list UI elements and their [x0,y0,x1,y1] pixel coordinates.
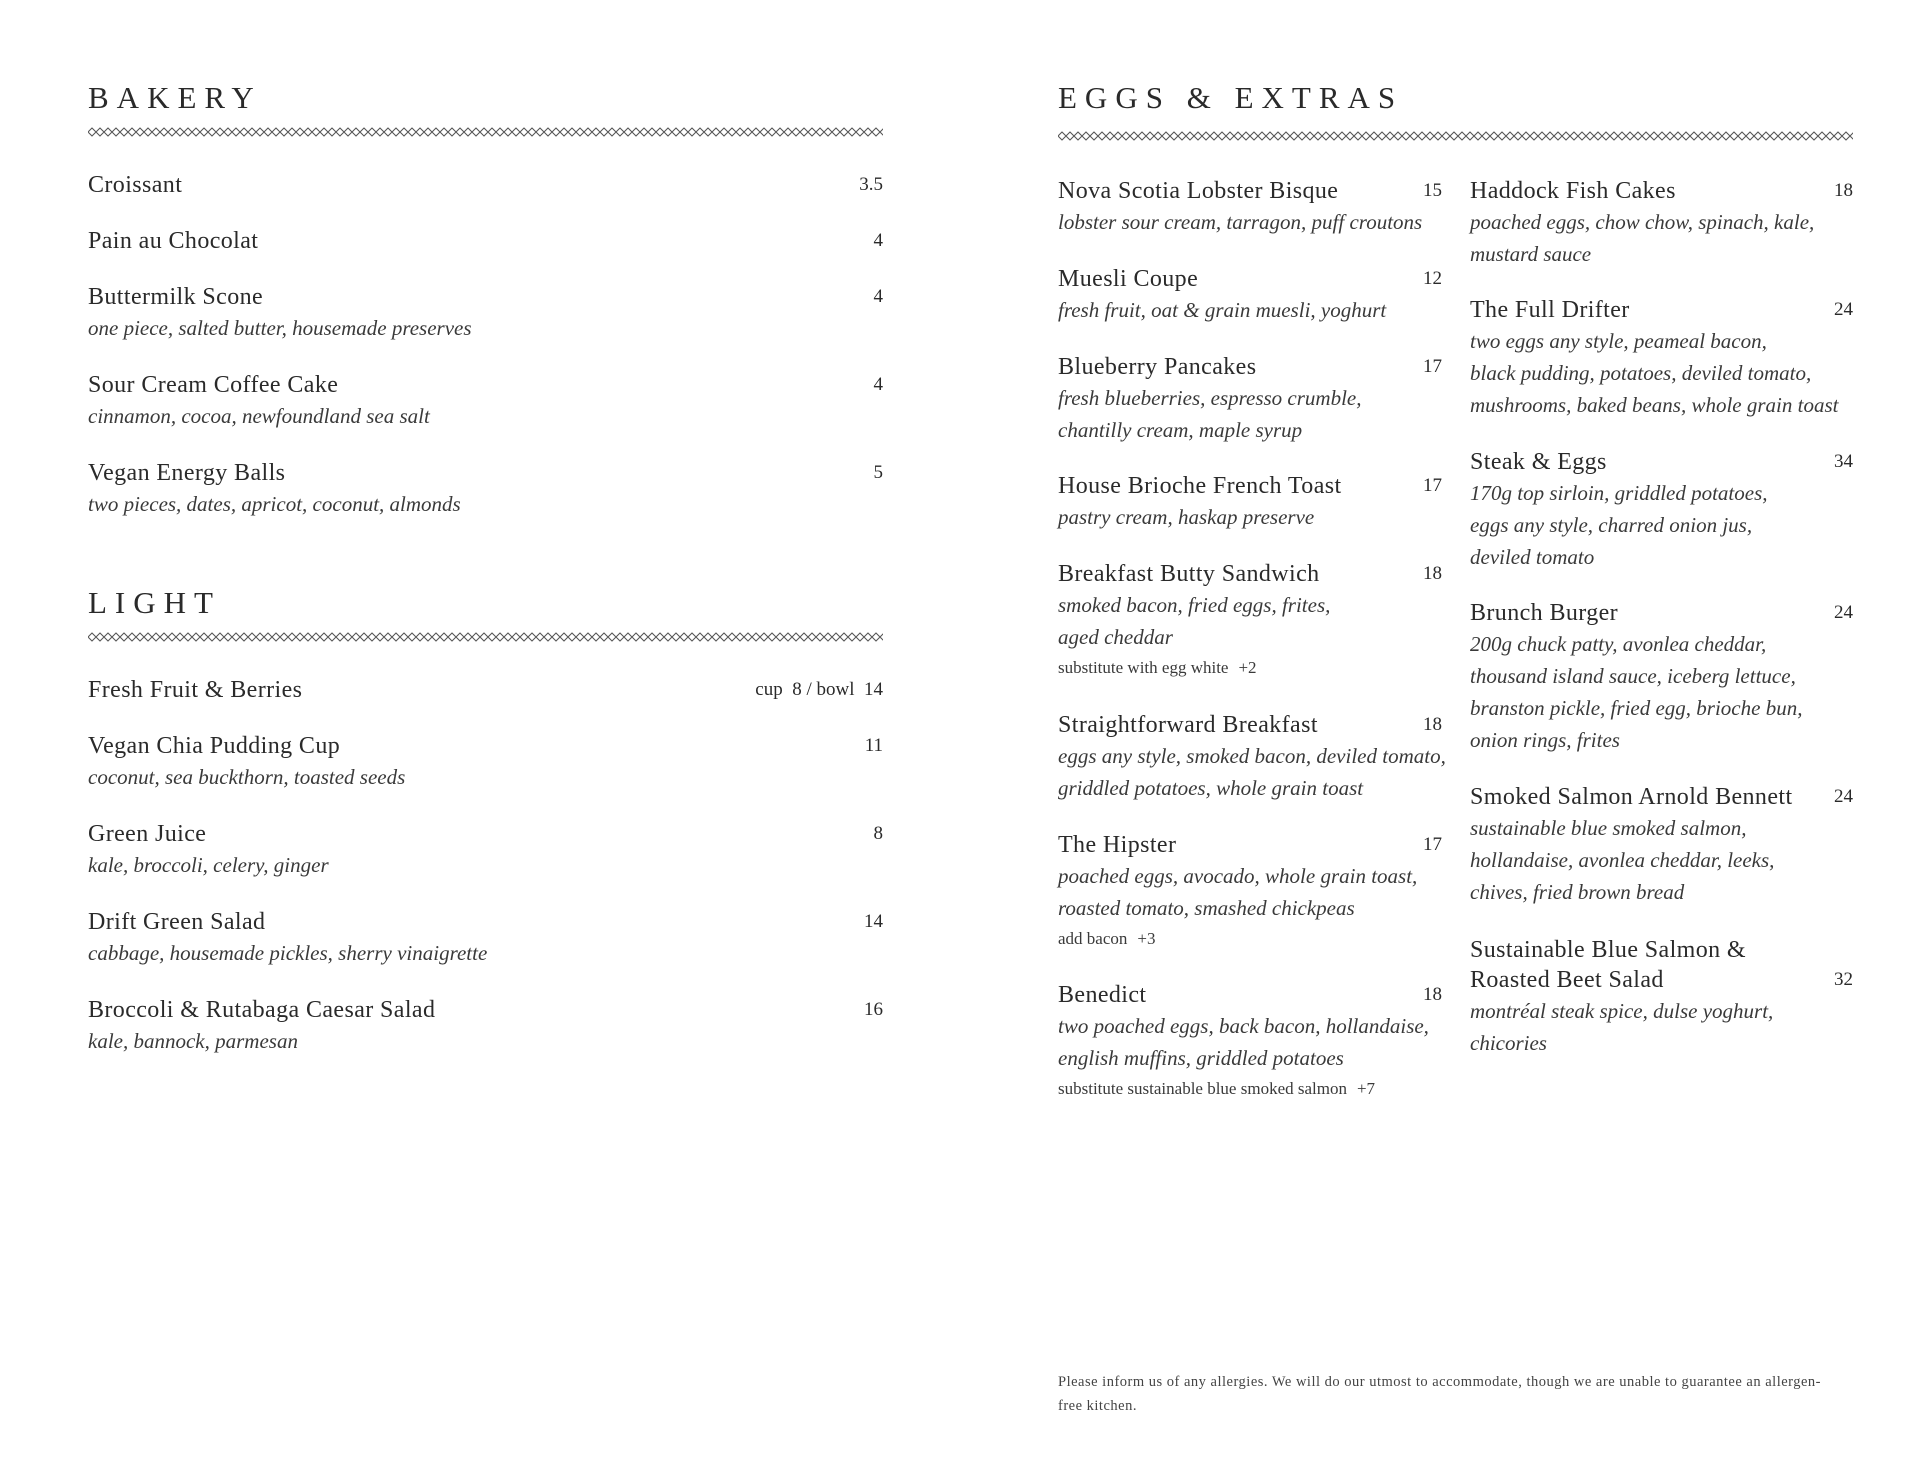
item-price: 17 [1423,356,1442,377]
item-price: 4 [873,374,883,395]
item-name: Haddock Fish Cakes [1470,178,1676,204]
item-name: Pain au Chocolat [88,228,259,254]
item-description: eggs any style, smoked bacon, deviled tomato, [1058,744,1446,768]
item-description: deviled tomato [1470,545,1595,569]
item-name: Sustainable Blue Salmon & [1470,937,1746,963]
item-description: black pudding, potatoes, deviled tomato, [1470,361,1812,385]
item-price: 15 [1423,180,1442,201]
bakery-divider [88,125,883,139]
item-description: lobster sour cream, tarragon, puff croutons [1058,210,1423,234]
menu-item [88,170,883,200]
item-description: eggs any style, charred onion jus, [1470,513,1753,537]
menu-item [1058,176,1442,238]
item-description: two eggs any style, peameal bacon, [1470,329,1767,353]
item-description: english muffins, griddled potatoes [1058,1046,1344,1070]
item-description: cabbage, housemade pickles, sherry vinaigrette [88,941,488,965]
item-name: Green Juice [88,821,207,847]
item-price: 17 [1423,834,1442,855]
item-description: griddled potatoes, whole grain toast [1058,776,1364,800]
menu-item [1470,598,1853,756]
item-addon [1058,924,1442,954]
item-name: Brunch Burger [1470,600,1619,626]
addon-label: add bacon [1058,929,1128,948]
item-name: Smoked Salmon Arnold Bennett [1470,784,1793,810]
item-addon [1058,653,1442,683]
item-description: one piece, salted butter, housemade preserves [88,316,472,340]
item-price: 11 [864,735,883,756]
menu-item [88,995,883,1057]
item-price: 17 [1423,475,1442,496]
item-price: 24 [1834,786,1853,807]
item-description: aged cheddar [1058,625,1173,649]
menu-item [88,370,883,432]
menu-item [1058,471,1442,533]
item-name: Straightforward Breakfast [1058,712,1318,738]
item-description: fresh fruit, oat & grain muesli, yoghurt [1058,298,1387,322]
item-price: 8 [873,823,883,844]
item-description: chives, fried brown bread [1470,880,1685,904]
item-description: fresh blueberries, espresso crumble, [1058,386,1362,410]
item-name: Breakfast Butty Sandwich [1058,561,1320,587]
item-addon [1058,1074,1442,1104]
item-description: cinnamon, cocoa, newfoundland sea salt [88,404,430,428]
item-description: hollandaise, avonlea cheddar, leeks, [1470,848,1775,872]
light-divider [88,630,883,644]
menu-item [88,819,883,881]
item-name: Vegan Energy Balls [88,460,286,486]
bakery-title: BAKERY [88,80,262,115]
item-price: 5 [873,462,883,483]
item-name: House Brioche French Toast [1058,473,1342,499]
item-description: 200g chuck patty, avonlea cheddar, [1470,632,1767,656]
item-price: 14 [864,911,883,932]
menu-item [88,907,883,969]
item-price: 32 [1834,969,1853,990]
item-name: Croissant [88,172,183,198]
item-name: Blueberry Pancakes [1058,354,1257,380]
light-section [88,585,883,1085]
item-price: cup 8 / bowl 14 [755,679,883,700]
menu-item [1470,935,1853,1059]
item-description: 170g top sirloin, griddled potatoes, [1470,481,1768,505]
item-price: 18 [1423,714,1442,735]
item-description: poached eggs, avocado, whole grain toast, [1058,864,1418,888]
item-price: 4 [873,230,883,251]
menu-item [88,458,883,520]
menu-item [1470,176,1853,270]
menu-item [1058,559,1442,683]
eggs-extras-title: EGGS & EXTRAS [1058,80,1404,115]
menu-item [88,675,883,705]
menu-item [88,282,883,344]
item-description: smoked bacon, fried eggs, frites, [1058,593,1331,617]
item-name: Benedict [1058,982,1147,1008]
item-description: kale, broccoli, celery, ginger [88,853,329,877]
item-price: 24 [1834,602,1853,623]
item-name: Muesli Coupe [1058,266,1199,292]
item-name: The Hipster [1058,832,1177,858]
eggs-extras-section [1058,80,1853,1140]
menu-item [1470,782,1853,908]
item-price: 18 [1423,563,1442,584]
eggs-extras-divider [1058,129,1853,143]
item-name: Fresh Fruit & Berries [88,677,303,703]
item-name-line-2: Roasted Beet Salad [1470,967,1664,993]
menu-item [1058,710,1446,804]
bakery-section [88,80,883,550]
item-name: Broccoli & Rutabaga Caesar Salad [88,997,436,1023]
item-name: Steak & Eggs [1470,449,1607,475]
item-price: 12 [1423,268,1442,289]
addon-label: substitute sustainable blue smoked salmon [1058,1079,1347,1098]
item-price: 3.5 [859,174,883,195]
item-description: roasted tomato, smashed chickpeas [1058,896,1355,920]
item-description: two pieces, dates, apricot, coconut, almonds [88,492,461,516]
item-description: thousand island sauce, iceberg lettuce, [1470,664,1796,688]
item-name: Nova Scotia Lobster Bisque [1058,178,1339,204]
light-title: LIGHT [88,585,221,620]
menu-item [1058,980,1442,1104]
item-price: 16 [864,999,883,1020]
menu-item [88,226,883,256]
item-description: onion rings, frites [1470,728,1620,752]
item-description: mustard sauce [1470,242,1592,266]
item-description: branston pickle, fried egg, brioche bun, [1470,696,1803,720]
item-name: Buttermilk Scone [88,284,264,310]
item-description: chantilly cream, maple syrup [1058,418,1303,442]
item-description: coconut, sea buckthorn, toasted seeds [88,765,406,789]
item-description: mushrooms, baked beans, whole grain toast [1470,393,1839,417]
menu-item [1470,447,1853,573]
item-description: two poached eggs, back bacon, hollandaise, [1058,1014,1429,1038]
menu-item [88,731,883,793]
item-name: Vegan Chia Pudding Cup [88,733,341,759]
addon-label: substitute with egg white [1058,658,1229,677]
item-price: 24 [1834,299,1853,320]
item-price: 18 [1423,984,1442,1005]
item-description: montréal steak spice, dulse yoghurt, [1470,999,1774,1023]
item-description: kale, bannock, parmesan [88,1029,298,1053]
menu-item [1058,352,1442,446]
menu-item [1470,295,1853,421]
menu-item [1058,830,1442,954]
item-name: The Full Drifter [1470,297,1630,323]
addon-price: +7 [1356,1079,1376,1098]
item-description: sustainable blue smoked salmon, [1470,816,1747,840]
allergy-notice: Please inform us of any allergies. We will do our utmost to accommodate, though we are unable to guarantee an allergen-free kitchen. [1058,1374,1821,1414]
addon-price: +2 [1238,658,1257,677]
addon-price: +3 [1137,929,1156,948]
item-price: 18 [1834,180,1853,201]
item-description: poached eggs, chow chow, spinach, kale, [1470,210,1815,234]
menu-item [1058,264,1442,326]
item-name: Sour Cream Coffee Cake [88,372,339,398]
item-description: chicories [1470,1031,1547,1055]
item-price: 34 [1834,451,1853,472]
item-name: Drift Green Salad [88,909,266,935]
item-description: pastry cream, haskap preserve [1058,505,1315,529]
item-price: 4 [873,286,883,307]
